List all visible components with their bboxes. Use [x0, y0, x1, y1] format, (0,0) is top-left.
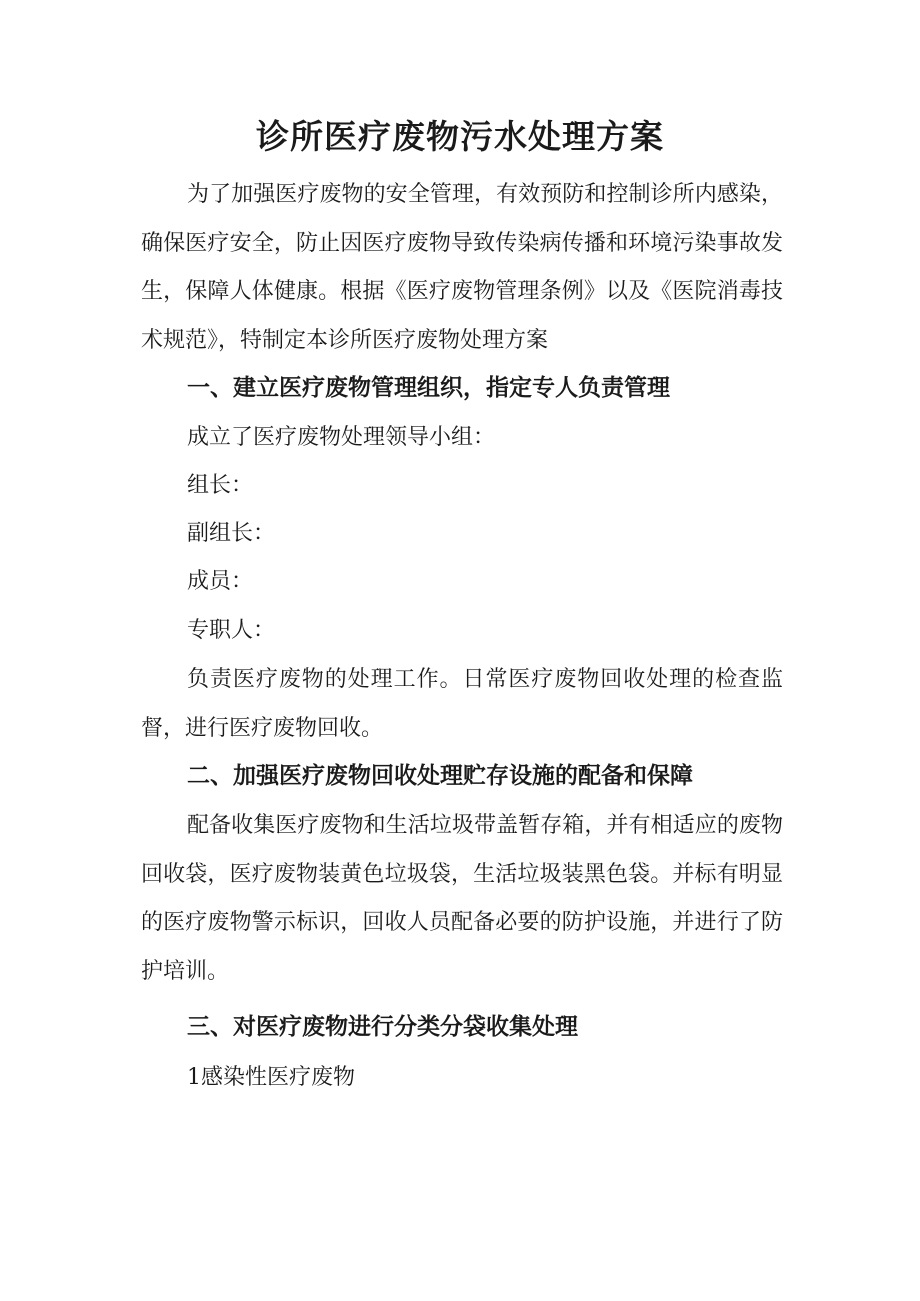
group-leader-label: 组长： [187, 473, 254, 498]
members-label: 成员： [187, 569, 254, 594]
section-3-heading: 三、对医疗废物进行分类分袋收集处理 [187, 1014, 578, 1040]
section-1-heading: 一、建立医疗废物管理组织，指定专人负责管理 [187, 375, 670, 401]
duty-paragraph: 负责医疗废物的处理工作。日常医疗废物回收处理的检查监督，进行医疗废物回收。 [141, 667, 783, 741]
section-2-paragraph: 配备收集医疗废物和生活垃圾带盖暂存箱，并有相适应的废物回收袋，医疗废物装黄色垃圾袋，生活垃圾装黑色袋。并标有明显的医疗废物警示标识，回收人员配备必要的防护设施，并进行了防护培训。 [141, 813, 783, 984]
item-1-text: 1感染性医疗废物 [187, 1065, 355, 1090]
document-title: 诊所医疗废物污水处理方案 [256, 117, 664, 156]
intro-paragraph: 为了加强医疗废物的安全管理，有效预防和控制诊所内感染，确保医疗安全，防止因医疗废物导致传染病传播和环境污染事故发生，保障人体健康。根据《医疗废物管理条例》以及《医院消毒技术规范》，特制定本诊所医疗废物处理方案 [141, 182, 783, 353]
deputy-leader-label: 副组长： [187, 521, 276, 546]
specialist-label: 专职人： [187, 618, 276, 643]
section-2-heading: 二、加强医疗废物回收处理贮存设施的配备和保障 [187, 763, 693, 789]
group-lead-text: 成立了医疗废物处理领导小组： [187, 425, 496, 450]
